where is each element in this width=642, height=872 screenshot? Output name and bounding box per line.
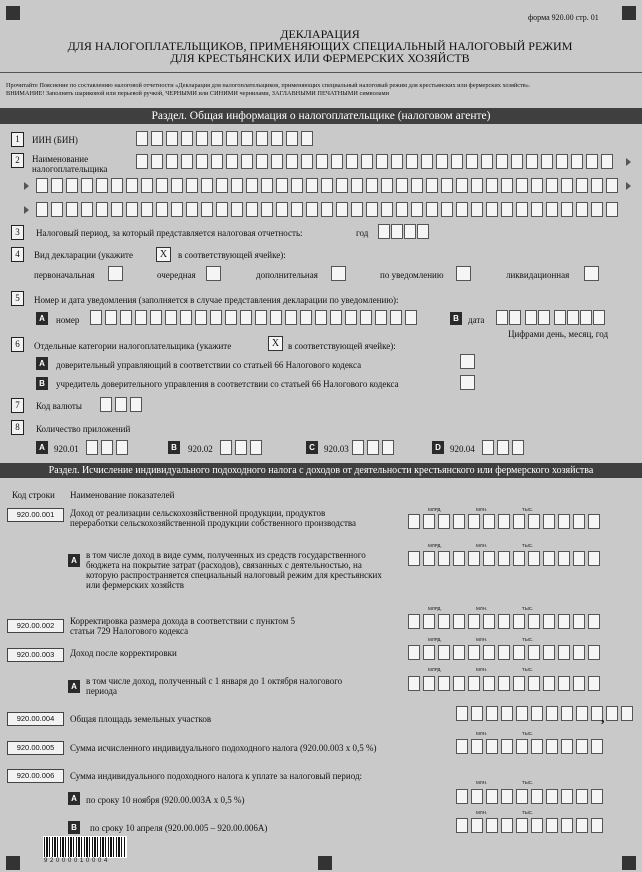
- col-name-header: Наименование показателей: [70, 490, 175, 500]
- notice-date-input[interactable]: [496, 310, 608, 325]
- tag-d: D: [432, 441, 444, 454]
- continue-arrow-icon: [626, 158, 631, 166]
- trustee-checkbox[interactable]: [460, 354, 475, 369]
- amount-input-920-00-001[interactable]: [408, 514, 603, 529]
- attachment-920-02-input[interactable]: [220, 440, 265, 455]
- tag-a: A: [36, 357, 48, 370]
- row-label: Корректировка размера дохода в соответствии с пунктом 5 статьи 729 Налогового кодекса: [70, 616, 296, 636]
- additional-checkbox[interactable]: [331, 266, 346, 281]
- row-label: Сумма индивидуального подоходного налога к уплате за налоговый период:: [70, 771, 363, 781]
- row-label: по сроку 10 ноября (920.00.003А х 0,5 %): [86, 795, 245, 805]
- item-number: 6: [11, 337, 24, 352]
- corner-marker: [6, 856, 20, 870]
- corner-marker: [622, 856, 636, 870]
- option-label: очередная: [157, 270, 196, 280]
- unit-label: МЛН.: [476, 637, 488, 642]
- corner-marker: [6, 6, 20, 20]
- x-example: X: [268, 336, 283, 351]
- item-number: 7: [11, 398, 24, 413]
- instruction-line: Прочитайте Пояснение по составлению налоговой отчетности «Декларация для налогоплательщиков, применяющих специальный налоговый режим для крестьянских или фермерских хозяйств».: [6, 82, 531, 89]
- section-header: Раздел. Исчисление индивидуального подоходного налога с доходов от деятельности крестьянского или фермерского хозяйства: [0, 463, 642, 478]
- attachment-920-03-input[interactable]: [352, 440, 397, 455]
- form-title: [60, 28, 580, 64]
- instruction-line: ВНИМАНИЕ! Заполнять шариковой или перьевой ручкой, ЧЕРНЫМИ или СИНИМИ чернилами, ЗАГЛАВНЫМИ ПЕЧАТНЫМИ символами: [6, 90, 389, 97]
- type-label: Вид декларации (укажите: [34, 250, 133, 260]
- date-hint: Цифрами день, месяц, год: [508, 329, 609, 339]
- regular-checkbox[interactable]: [206, 266, 221, 281]
- unit-label: ТЫС.: [522, 731, 534, 736]
- continue-arrow-icon: [24, 206, 29, 214]
- name-input-row-3[interactable]: [36, 202, 621, 217]
- unit-label: ТЫС.: [522, 606, 534, 611]
- line-code: 920.00.005: [7, 741, 64, 755]
- unit-label: МЛН.: [476, 667, 488, 672]
- unit-label: ТЫС.: [522, 543, 534, 548]
- tag-b: B: [68, 821, 80, 834]
- unit-label: ТЫС.: [522, 507, 534, 512]
- founder-checkbox[interactable]: [460, 375, 475, 390]
- option-label: по уведомлению: [380, 270, 444, 280]
- tag-a: A: [36, 312, 48, 325]
- unit-label: МЛН.: [476, 731, 488, 736]
- attachment-label: 920.04: [450, 444, 475, 454]
- row-label: по сроку 10 апреля (920.00.005 – 920.00.006А): [90, 823, 268, 833]
- amount-input-920-00-005[interactable]: [456, 739, 606, 754]
- name-input-row-1[interactable]: [136, 154, 616, 169]
- attachment-label: 920.03: [324, 444, 349, 454]
- tag-b: B: [168, 441, 180, 454]
- line-code: 920.00.003: [7, 648, 64, 662]
- unit-label: МЛН.: [476, 810, 488, 815]
- period-label: Налоговый период, за который представляется налоговая отчетность:: [36, 228, 303, 238]
- attachment-920-04-input[interactable]: [482, 440, 527, 455]
- item-number: 4: [11, 247, 24, 262]
- corner-marker: [318, 856, 332, 870]
- trustee-label: доверительный управляющий в соответствии со статьей 66 Налогового кодекса: [56, 360, 362, 370]
- amount-input-920-00-006a[interactable]: [456, 789, 606, 804]
- unit-label: МЛРД.: [428, 543, 442, 548]
- notice-number-input[interactable]: [90, 310, 420, 325]
- amount-input-920-00-003a[interactable]: [408, 676, 603, 691]
- row-label: Доход от реализации сельскохозяйственной продукции, продуктов переработки сельскохозяйственной продукции собственного производства: [70, 508, 357, 528]
- row-label: в том числе доход, полученный с 1 января до 1 октября налогового периода: [86, 676, 343, 696]
- unit-label: ТЫС.: [522, 637, 534, 642]
- title-line: ДЛЯ НАЛОГОПЛАТЕЛЬЩИКОВ, ПРИМЕНЯЮЩИХ СПЕЦИАЛЬНЫЙ НАЛОГОВЫЙ РЕЖИМ: [67, 39, 573, 53]
- attachment-920-01-input[interactable]: [86, 440, 131, 455]
- title-line: ДЕКЛАРАЦИЯ: [280, 27, 360, 41]
- unit-label: МЛН.: [476, 543, 488, 548]
- unit-label: МЛН.: [476, 606, 488, 611]
- option-label: дополнительная: [256, 270, 318, 280]
- notice-number-label: номер: [56, 315, 80, 325]
- notice-date-label: дата: [468, 315, 485, 325]
- currency-input[interactable]: [100, 397, 145, 412]
- unit-label: МЛРД.: [428, 507, 442, 512]
- form-number: форма 920.00 стр. 01: [528, 13, 599, 22]
- tag-b: B: [450, 312, 462, 325]
- categories-label: Отдельные категории налогоплательщика (укажите: [34, 341, 232, 351]
- notice-label: Номер и дата уведомления (заполняется в случае представления декларации по уведомлению):: [34, 295, 399, 305]
- unit-label: ТЫС.: [522, 780, 534, 785]
- tag-b: B: [36, 377, 48, 390]
- col-code-header: Код строки: [12, 490, 55, 500]
- line-code: 920.00.002: [7, 619, 64, 633]
- row-label: в том числе доход в виде сумм, полученных из средств государственного бюджета на покрытие затрат (расходов), связанных с деятельностью, на которую распространяется специальный налоговый режим для крестьянских или фермерских хозяйств: [86, 550, 382, 590]
- attachment-label: 920.02: [188, 444, 213, 454]
- continue-arrow-icon: [24, 182, 29, 190]
- land-area-input[interactable]: [456, 706, 636, 721]
- tag-a: A: [68, 792, 80, 805]
- barcode: [43, 836, 127, 858]
- amount-input-920-00-003[interactable]: [408, 645, 603, 660]
- unit-label: МЛН.: [476, 507, 488, 512]
- decimal-separator: ,: [601, 711, 605, 726]
- unit-label: ТЫС.: [522, 810, 534, 815]
- item-number: 2: [11, 153, 24, 168]
- instructions: [6, 82, 636, 98]
- unit-label: МЛРД.: [428, 667, 442, 672]
- item-number: 1: [11, 132, 24, 147]
- divider: [0, 72, 642, 73]
- iin-input[interactable]: [136, 131, 316, 146]
- year-input[interactable]: [378, 224, 429, 239]
- by-notice-checkbox[interactable]: [456, 266, 471, 281]
- option-label: ликвидационная: [506, 270, 570, 280]
- year-label: год: [356, 228, 369, 238]
- row-label: Общая площадь земельных участков: [70, 714, 212, 724]
- tag-a: A: [36, 441, 48, 454]
- attachments-label: Количество приложений: [36, 424, 131, 434]
- section-header: Раздел. Общая информация о налогоплательщике (налоговом агенте): [0, 108, 642, 124]
- corner-marker: [622, 6, 636, 20]
- liquidation-checkbox[interactable]: [584, 266, 599, 281]
- currency-label: Код валюты: [36, 401, 82, 411]
- barcode-number: 9 2 0 0 0 0 1 0 0 0 4: [44, 858, 108, 864]
- tag-c: C: [306, 441, 318, 454]
- continue-arrow-icon: [626, 182, 631, 190]
- categories-label-post: в соответствующей ячейке):: [288, 341, 396, 351]
- x-example: X: [156, 247, 171, 262]
- line-code: 920.00.006: [7, 769, 64, 783]
- unit-label: МЛРД.: [428, 606, 442, 611]
- row-label: Сумма исчисленного индивидуального подоходного налога (920.00.003 х 0,5 %): [70, 743, 377, 753]
- row-label: Доход после корректировки: [70, 648, 177, 658]
- iin-label: ИИН (БИН): [32, 135, 78, 145]
- line-code: 920.00.004: [7, 712, 64, 726]
- option-label: первоначальная: [34, 270, 95, 280]
- tag-a: A: [68, 680, 80, 693]
- item-number: 5: [11, 291, 24, 306]
- amount-input-920-00-001a[interactable]: [408, 551, 603, 566]
- item-number: 3: [11, 225, 24, 240]
- title-line: ДЛЯ КРЕСТЬЯНСКИХ ИЛИ ФЕРМЕРСКИХ ХОЗЯЙСТВ: [170, 51, 470, 65]
- type-label-post: в соответствующей ячейке):: [178, 250, 286, 260]
- line-code: 920.00.001: [7, 508, 64, 522]
- item-number: 8: [11, 420, 24, 435]
- name-input-row-2[interactable]: [36, 178, 621, 193]
- unit-label: МЛН.: [476, 780, 488, 785]
- initial-checkbox[interactable]: [108, 266, 123, 281]
- amount-input-920-00-006b[interactable]: [456, 818, 606, 833]
- unit-label: ТЫС.: [522, 667, 534, 672]
- founder-label: учредитель доверительного управления в соответствии со статьей 66 Налогового кодекса: [56, 379, 399, 389]
- name-label: Наименование налогоплательщика: [32, 154, 108, 174]
- tag-a: A: [68, 554, 80, 567]
- attachment-label: 920.01: [54, 444, 79, 454]
- amount-input-920-00-002[interactable]: [408, 614, 603, 629]
- unit-label: МЛРД.: [428, 637, 442, 642]
